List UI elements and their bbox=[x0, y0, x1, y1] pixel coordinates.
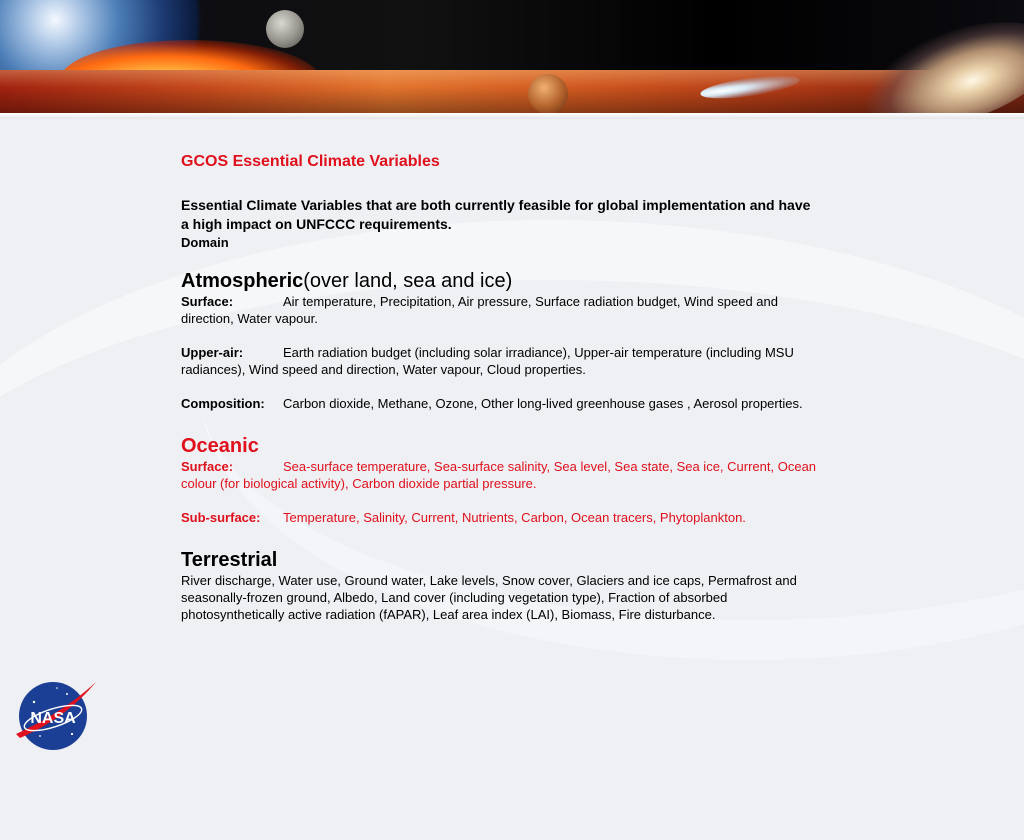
atmospheric-heading bbox=[181, 269, 821, 293]
slide-content bbox=[181, 152, 821, 623]
oceanic-heading bbox=[181, 434, 821, 458]
oceanic-subsurface-text: Temperature, Salinity, Current, Nutrients, Carbon, Ocean tracers, Phytoplankton. bbox=[283, 510, 746, 525]
atmospheric-composition-row bbox=[181, 395, 821, 412]
space-banner bbox=[0, 0, 1024, 113]
oceanic-subsurface-label: Sub-surface: bbox=[181, 510, 261, 525]
atmospheric-upper-air-row bbox=[181, 344, 821, 378]
mars-image bbox=[528, 74, 568, 113]
nasa-logo bbox=[12, 676, 98, 752]
atmospheric-surface-text: Air temperature, Precipitation, Air pressure, Surface radiation budget, Wind speed and direction, Water vapour. bbox=[181, 294, 778, 326]
banner-separator bbox=[0, 113, 1024, 119]
oceanic-title: Oceanic bbox=[181, 435, 259, 457]
oceanic-surface-text: Sea-surface temperature, Sea-surface salinity, Sea level, Sea state, Sea ice, Current, Ocean colour (for biological activity), Carbon dioxide partial pressure. bbox=[181, 459, 817, 491]
slide-title: GCOS Essential Climate Variables bbox=[181, 153, 440, 170]
atmospheric-surface-label: Surface: bbox=[181, 294, 234, 309]
atmospheric-subtitle: (over land, sea and ice) bbox=[303, 270, 513, 292]
atmospheric-composition-label: Composition: bbox=[181, 396, 265, 411]
oceanic-subsurface-row bbox=[181, 509, 821, 526]
terrestrial-heading bbox=[181, 548, 821, 572]
atmospheric-upper-air-text: Earth radiation budget (including solar irradiance), Upper-air temperature (including MSU radiances), Wind speed and direction, Water vapour, Cloud properties. bbox=[181, 345, 794, 377]
nasa-logo-text: NASA bbox=[30, 710, 76, 727]
oceanic-surface-label: Surface: bbox=[181, 459, 234, 474]
atmospheric-composition-text: Carbon dioxide, Methane, Ozone, Other long-lived greenhouse gases , Aerosol properties. bbox=[283, 396, 803, 411]
domain-label: Domain bbox=[181, 235, 229, 250]
atmospheric-upper-air-label: Upper-air: bbox=[181, 345, 244, 360]
galaxy-image bbox=[851, 1, 1024, 113]
intro-text: Essential Climate Variables that are both currently feasible for global implementation and have a high impact on UNFCCC requirements. bbox=[181, 197, 811, 232]
oceanic-surface-row bbox=[181, 458, 821, 492]
atmospheric-surface-row bbox=[181, 293, 821, 327]
terrestrial-text: River discharge, Water use, Ground water, Lake levels, Snow cover, Glaciers and ice caps, Permafrost and seasonally-frozen ground, Albedo, Land cover (including vegetation type), Fraction of absorbed photosynthetically active radiation (fAPAR), Leaf area index (LAI), Biomass, Fire disturbance. bbox=[181, 573, 797, 622]
terrestrial-title: Terrestrial bbox=[181, 549, 278, 571]
atmospheric-title: Atmospheric bbox=[181, 270, 304, 292]
moon-image bbox=[266, 10, 304, 48]
